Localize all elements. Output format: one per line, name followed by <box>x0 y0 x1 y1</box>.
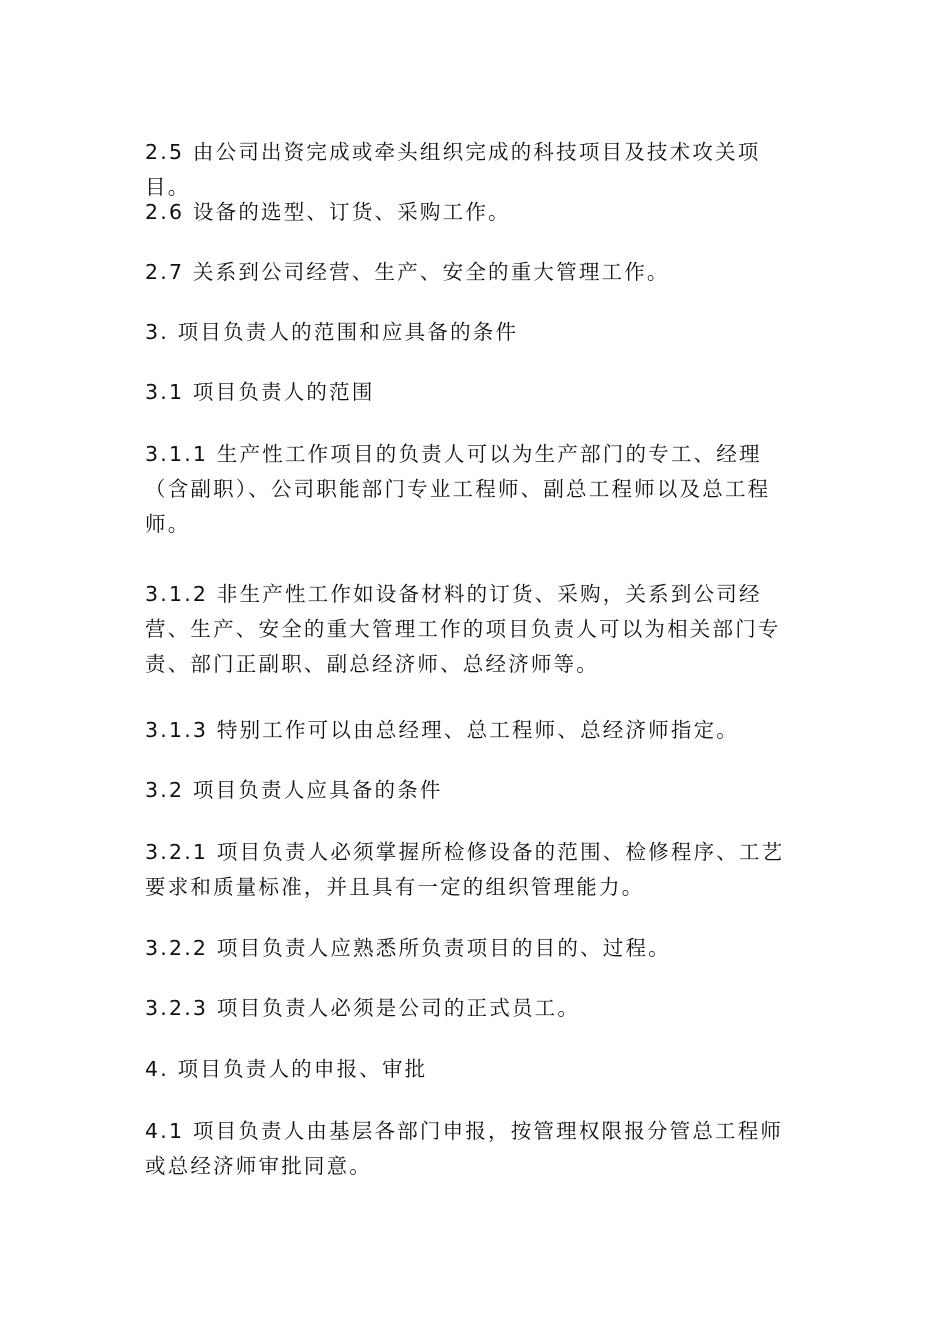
paragraph-3-2-3: 3.2.3 项目负责人必须是公司的正式员工。 <box>145 996 581 1020</box>
paragraph-4-1: 4.1 项目负责人由基层各部门申报，按管理权限报分管总工程师或总经济师审批同意。 <box>145 1119 784 1178</box>
paragraph-3-1-2: 3.1.2 非生产性工作如设备材料的订货、采购，关系到公司经营、生产、安全的重大管理工作的项目负责人可以为相关部门专责、部门正副职、副总经济师、总经济师等。 <box>145 582 781 676</box>
paragraph-2-6: 2.6 设备的选型、订货、采购工作。 <box>145 200 511 224</box>
section-3-2-heading: 3.2 项目负责人应具备的条件 <box>145 778 443 802</box>
paragraph-3-1-3: 3.1.3 特别工作可以由总经理、总工程师、总经济师指定。 <box>145 718 739 742</box>
paragraph-3-1-1: 3.1.1 生产性工作项目的负责人可以为生产部门的专工、经理（含副职）、公司职能部门专业工程师、副总工程师以及总工程师。 <box>145 442 771 536</box>
paragraph-3-2-2: 3.2.2 项目负责人应熟悉所负责项目的目的、过程。 <box>145 936 671 960</box>
paragraph-3-2-1: 3.2.1 项目负责人必须掌握所检修设备的范围、检修程序、工艺要求和质量标准，并且具有一定的组织管理能力。 <box>145 840 785 899</box>
paragraph-2-5: 2.5 由公司出资完成或牵头组织完成的科技项目及技术攻关项目。 <box>145 140 761 199</box>
paragraph-2-7: 2.7 关系到公司经营、生产、安全的重大管理工作。 <box>145 260 670 284</box>
section-4-heading: 4. 项目负责人的申报、审批 <box>145 1057 428 1081</box>
section-3-1-heading: 3.1 项目负责人的范围 <box>145 380 375 404</box>
section-3-heading: 3. 项目负责人的范围和应具备的条件 <box>145 320 519 344</box>
